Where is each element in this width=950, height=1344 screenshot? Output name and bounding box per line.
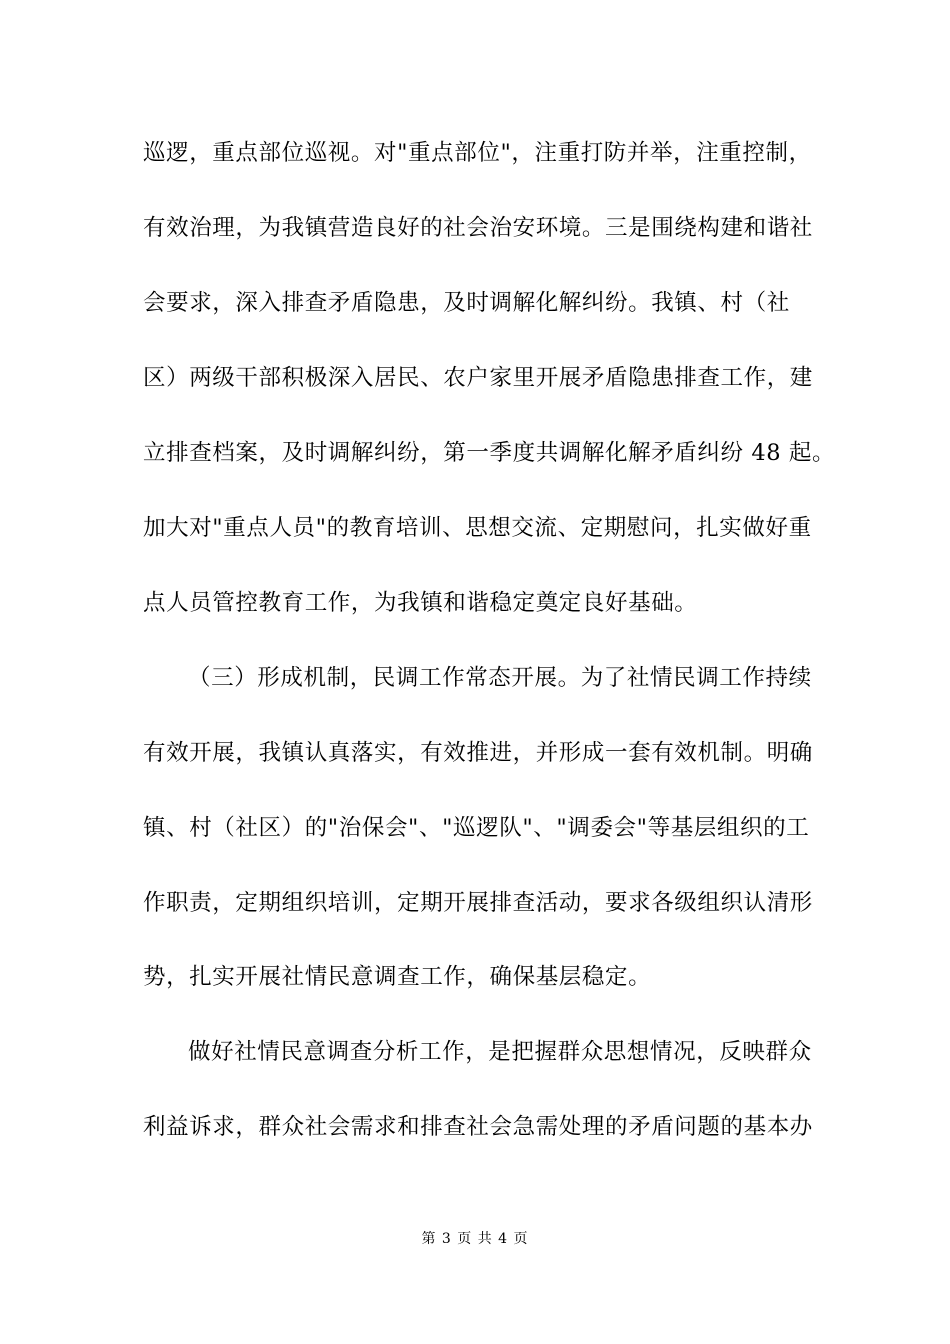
body-text-line: 巡逻，重点部位巡视。对"重点部位"，注重打防并举，注重控制，: [143, 140, 812, 166]
body-text-line: 点人员管控教育工作，为我镇和谐稳定奠定良好基础。: [143, 590, 698, 616]
body-text-line: 会要求，深入排查矛盾隐患，及时调解化解纠纷。我镇、村（社: [143, 290, 790, 316]
body-text-line: 加大对"重点人员"的教育培训、思想交流、定期慰问，扎实做好重: [143, 515, 812, 541]
paragraph-start-line: （三）形成机制，民调工作常态开展。为了社情民调工作持续: [188, 665, 812, 691]
body-text-line: 立排查档案，及时调解纠纷，第一季度共调解化解矛盾纠纷 48 起。: [143, 440, 836, 466]
paragraph-start-line: 做好社情民意调查分析工作，是把握群众思想情况，反映群众: [188, 1039, 812, 1065]
body-text-line: 势，扎实开展社情民意调查工作，确保基层稳定。: [143, 964, 652, 990]
body-text-line: 利益诉求，群众社会需求和排查社会急需处理的矛盾问题的基本办: [143, 1114, 813, 1140]
body-text-line: 区）两级干部积极深入居民、农户家里开展矛盾隐患排查工作，建: [143, 365, 813, 391]
page-number-footer: 第 3 页 共 4 页: [421, 1231, 529, 1247]
body-text-line: 镇、村（社区）的"治保会"、"巡逻队"、"调委会"等基层组织的工: [143, 815, 810, 841]
body-text-line: 作职责，定期组织培训，定期开展排查活动，要求各级组织认清形: [143, 890, 813, 916]
body-text-line: 有效治理，为我镇营造良好的社会治安环境。三是围绕构建和谐社: [143, 215, 813, 241]
body-text-line: 有效开展，我镇认真落实，有效推进，并形成一套有效机制。明确: [143, 740, 813, 766]
